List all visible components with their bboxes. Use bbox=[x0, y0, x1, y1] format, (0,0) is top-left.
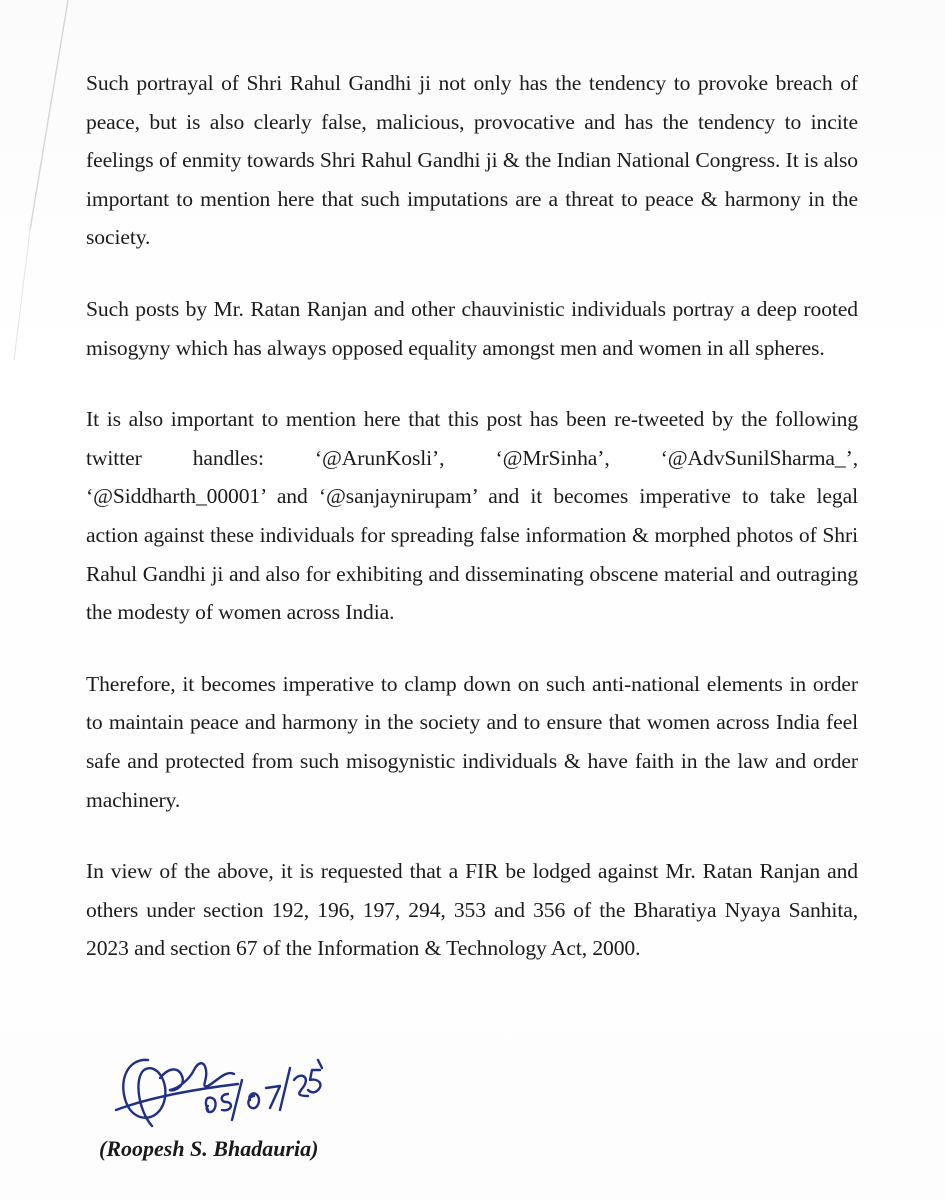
paragraph-retweets: It is also important to mention here that this post has been re-tweeted by the following twitter handles: ‘@ArunKosli’, ‘@MrSinha’, ‘@AdvSunilSharma_’, ‘@Siddharth_00001’ and ‘@sanjaynirupam’ and it becomes imperative to take legal action against these individuals for spreading false information & morphed photos of Shri Rahul Gandhi ji and also for exhibiting and disseminating obscene material and outraging the modesty of women across India. bbox=[86, 407, 858, 625]
paragraph-clamp-down: Therefore, it becomes imperative to clamp down on such anti-national elements in order to maintain peace and harmony in the society and to ensure that women across India feel safe and protected from such misogynistic individuals & have faith in the law and order machinery. bbox=[86, 671, 858, 812]
letter-body bbox=[86, 64, 858, 968]
signatory-name: (Roopesh S. Bhadauria) bbox=[99, 1136, 319, 1161]
paragraph-portrayal: Such portrayal of Shri Rahul Gandhi ji not only has the tendency to provoke breach of peace, but is also clearly false, malicious, provocative and has the tendency to incite feelings of enmity towards Shri Rahul Gandhi ji & the Indian National Congress. It is also important to mention here that such imputations are a threat to peace & harmony in the society. bbox=[86, 71, 858, 250]
paragraph-fir-request: In view of the above, it is requested that a FIR be lodged against Mr. Ratan Ranjan and others under section 192, 196, 197, 294, 353 and 356 of the Bharatiya Nyaya Sanhita, 2023 and section 67 of the Information & Technology Act, 2000. bbox=[86, 859, 858, 961]
handwritten-signature bbox=[108, 1040, 368, 1140]
paragraph-misogyny: Such posts by Mr. Ratan Ranjan and other chauvinistic individuals portray a deep rooted misogyny which has always opposed equality amongst men and women in all spheres. bbox=[86, 296, 858, 360]
